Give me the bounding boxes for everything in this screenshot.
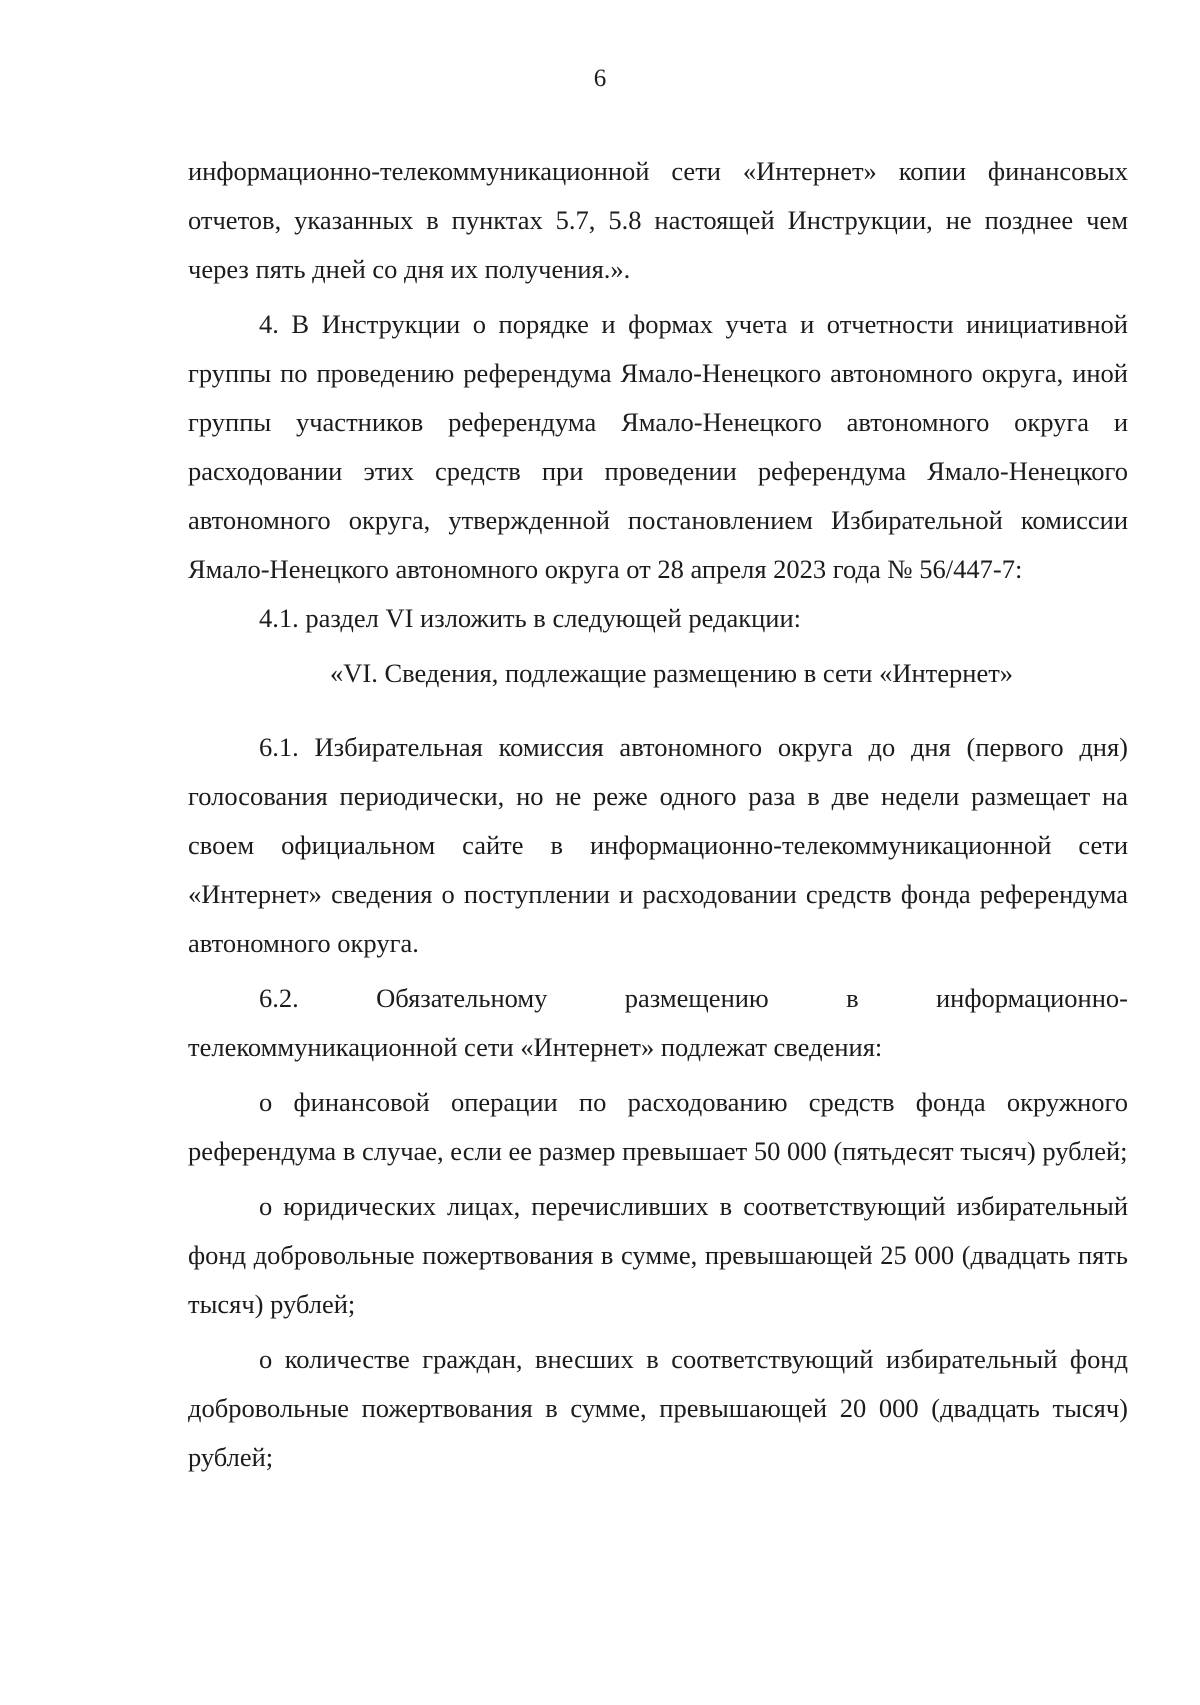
paragraph-continuation: информационно-телекоммуникационной сети «Интернет» копии финансовых отчетов, указанных в пунктах 5.7, 5.8 настоящей Инструкции, не позднее чем через пять дней со дня их получения.». [188, 156, 1128, 284]
document-body [188, 147, 1128, 1482]
paragraph-item-6-1: 6.1. Избирательная комиссия автономного округа до дня (первого дня) голосования периодически, но не реже одного раза в две недели размещает на своем официальном сайте в информационно-телекоммуникационной сети «Интернет» сведения о поступлении и расходовании средств фонда референдума автономного округа. [188, 732, 1128, 958]
paragraph-item-6-2-line1: 6.2. Обязательному размещению в информационно- [259, 983, 1128, 1013]
paragraph-financial-operation: о финансовой операции по расходованию средств фонда окружного референдума в случае, если ее размер превышает 50 000 (пятьдесят тысяч) рублей; [188, 1087, 1128, 1166]
paragraph-item-6-2-line2: телекоммуникационной сети «Интернет» подлежат сведения: [188, 1032, 883, 1062]
section-heading: «VI. Сведения, подлежащие размещению в сети «Интернет» [330, 658, 1014, 688]
paragraph-citizens-count: о количестве граждан, внесших в соответствующий избирательный фонд добровольные пожертвования в сумме, превышающей 20 000 (двадцать тысяч) рублей; [188, 1344, 1128, 1472]
paragraph-item-4-1: 4.1. раздел VI изложить в следующей редакции: [259, 603, 802, 633]
paragraph-legal-entities: о юридических лицах, перечисливших в соответствующий избирательный фонд добровольные пожертвования в сумме, превышающей 25 000 (двадцать пять тысяч) рублей; [188, 1191, 1128, 1319]
paragraph-item-4: 4. В Инструкции о порядке и формах учета и отчетности инициативной группы по проведению референдума Ямало-Ненецкого автономного округа, иной группы участников референдума Ямало-Ненецкого автономного округа и расходовании этих средств при проведении референдума Ямало-Ненецкого автономного округа, утвержденной постановлением Избирательной комиссии Ямало-Ненецкого автономного округа от 28 апреля 2023 года № 56/447-7: [188, 309, 1128, 584]
page-number: 6 [593, 65, 607, 92]
